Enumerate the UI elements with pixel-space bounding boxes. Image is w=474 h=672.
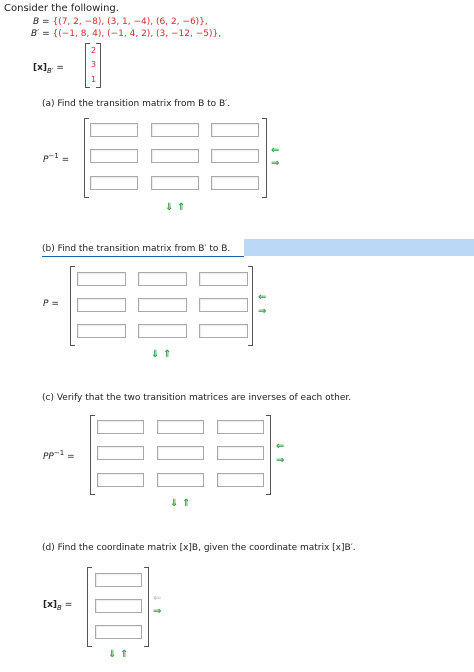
part-c-label bbox=[43, 449, 75, 462]
part-b-bracket-left bbox=[70, 266, 75, 346]
part-a-cell-1-3[interactable] bbox=[211, 123, 259, 137]
part-a-remove-column-icon[interactable]: ⇐ bbox=[271, 145, 280, 156]
part-c-label-eq: = bbox=[67, 452, 75, 462]
part-c-bracket-right bbox=[266, 415, 271, 495]
part-b-cell-3-1[interactable] bbox=[77, 324, 126, 338]
part-b-cell-1-3[interactable] bbox=[199, 272, 248, 286]
part-a-label-sup: −1 bbox=[48, 152, 59, 160]
part-b-cell-1-2[interactable] bbox=[138, 272, 187, 286]
part-d-label bbox=[43, 600, 72, 612]
part-d-cell-2[interactable] bbox=[95, 599, 142, 613]
part-b-remove-row-icon[interactable]: ⇑ bbox=[163, 349, 172, 360]
set-bprime-label: B′ = bbox=[31, 29, 50, 39]
intro-text: Consider the following. bbox=[4, 3, 119, 14]
part-d-prompt: (d) Find the coordinate matrix [x]B, given the coordinate matrix [x]B′. bbox=[42, 543, 356, 553]
part-d-label-eq: = bbox=[64, 600, 73, 610]
part-c-cell-2-2[interactable] bbox=[157, 446, 204, 460]
part-a-remove-row-icon[interactable]: ⇑ bbox=[177, 202, 186, 213]
part-d-cell-1[interactable] bbox=[95, 573, 142, 587]
part-b-label bbox=[43, 299, 59, 309]
part-a-cell-3-2[interactable] bbox=[151, 176, 199, 190]
part-b-prompt-underline bbox=[42, 256, 244, 257]
part-b-cell-2-2[interactable] bbox=[138, 298, 187, 312]
part-c-cell-3-1[interactable] bbox=[97, 473, 144, 487]
xbprime-x: [x] bbox=[33, 63, 48, 73]
part-c-cell-3-3[interactable] bbox=[217, 473, 264, 487]
part-a-add-column-icon[interactable]: ⇒ bbox=[271, 158, 280, 169]
xbprime-bracket-right bbox=[96, 43, 101, 88]
set-b-label: B = bbox=[33, 17, 50, 27]
part-a-prompt: (a) Find the transition matrix from B to B′. bbox=[42, 99, 231, 109]
part-a-cell-3-1[interactable] bbox=[90, 176, 138, 190]
part-b-cell-3-2[interactable] bbox=[138, 324, 187, 338]
part-a-bracket-right bbox=[262, 118, 267, 198]
part-c-remove-row-icon[interactable]: ⇑ bbox=[182, 498, 191, 509]
part-a-cell-2-2[interactable] bbox=[151, 149, 199, 163]
part-b-remove-column-icon[interactable]: ⇐ bbox=[258, 292, 267, 303]
xbprime-eq: = bbox=[56, 63, 64, 73]
part-d-remove-row-icon[interactable]: ⇑ bbox=[120, 649, 129, 660]
part-c-prompt: (c) Verify that the two transition matrices are inverses of each other. bbox=[42, 393, 352, 403]
part-a-cell-1-1[interactable] bbox=[90, 123, 138, 137]
part-b-cell-2-1[interactable] bbox=[77, 298, 126, 312]
part-d-add-row-icon[interactable]: ⇓ bbox=[108, 649, 117, 660]
part-c-cell-2-1[interactable] bbox=[97, 446, 144, 460]
part-a-cell-2-1[interactable] bbox=[90, 149, 138, 163]
part-a-cell-2-3[interactable] bbox=[211, 149, 259, 163]
part-c-cell-1-2[interactable] bbox=[157, 420, 204, 434]
part-b-add-row-icon[interactable]: ⇓ bbox=[151, 349, 160, 360]
xbprime-entry-1: 2 bbox=[91, 46, 97, 55]
part-c-cell-3-2[interactable] bbox=[157, 473, 204, 487]
part-c-cell-2-3[interactable] bbox=[217, 446, 264, 460]
part-b-label-eq: = bbox=[51, 299, 59, 309]
part-d-label-sub: B bbox=[57, 603, 62, 612]
part-d-bracket-right bbox=[144, 567, 149, 647]
part-d-label-x: [x] bbox=[43, 600, 58, 610]
part-c-add-row-icon[interactable]: ⇓ bbox=[170, 498, 179, 509]
part-c-bracket-left bbox=[90, 415, 95, 495]
part-a-cell-1-2[interactable] bbox=[151, 123, 199, 137]
xbprime-sub: B′ bbox=[47, 66, 54, 75]
part-a-add-row-icon[interactable]: ⇓ bbox=[165, 202, 174, 213]
part-b-label-p: P bbox=[43, 299, 49, 309]
part-b-cell-3-3[interactable] bbox=[199, 324, 248, 338]
part-b-add-column-icon[interactable]: ⇒ bbox=[258, 306, 267, 317]
part-c-label-sup: −1 bbox=[53, 449, 65, 457]
part-a-cell-3-3[interactable] bbox=[211, 176, 259, 190]
part-c-cell-1-3[interactable] bbox=[217, 420, 264, 434]
xbprime-label bbox=[33, 63, 64, 75]
part-b-prompt: (b) Find the transition matrix from B′ to B. bbox=[42, 244, 231, 254]
part-c-label-pp: PP bbox=[43, 452, 54, 462]
part-d-bracket-left bbox=[87, 567, 92, 647]
part-b-cell-2-3[interactable] bbox=[199, 298, 248, 312]
xbprime-bracket-left bbox=[85, 43, 90, 88]
part-d-cell-3[interactable] bbox=[95, 625, 142, 639]
part-c-add-column-icon[interactable]: ⇒ bbox=[276, 455, 285, 466]
part-a-bracket-left bbox=[84, 118, 89, 198]
part-b-cell-1-1[interactable] bbox=[77, 272, 126, 286]
part-d-add-column-icon[interactable]: ⇒ bbox=[153, 606, 162, 617]
part-d-remove-column-icon[interactable]: ⇐ bbox=[153, 593, 162, 604]
part-b-bracket-right bbox=[248, 266, 253, 346]
text-selection-highlight bbox=[244, 239, 474, 256]
part-a-label bbox=[43, 152, 69, 165]
part-c-cell-1-1[interactable] bbox=[97, 420, 144, 434]
set-b-value: {(7, 2, −8), (3, 1, −4), (6, 2, −6)}, bbox=[52, 17, 208, 27]
part-a-label-p: P bbox=[43, 155, 49, 165]
part-a-label-eq: = bbox=[61, 155, 70, 165]
set-b-row bbox=[33, 17, 208, 27]
set-bprime-value: {(−1, 8, 4), (−1, 4, 2), (3, −12, −5)}, bbox=[52, 29, 222, 39]
set-bprime-row bbox=[31, 29, 221, 39]
xbprime-entry-2: 3 bbox=[91, 60, 97, 69]
part-c-remove-column-icon[interactable]: ⇐ bbox=[276, 441, 285, 452]
xbprime-entry-3: 1 bbox=[91, 75, 97, 84]
